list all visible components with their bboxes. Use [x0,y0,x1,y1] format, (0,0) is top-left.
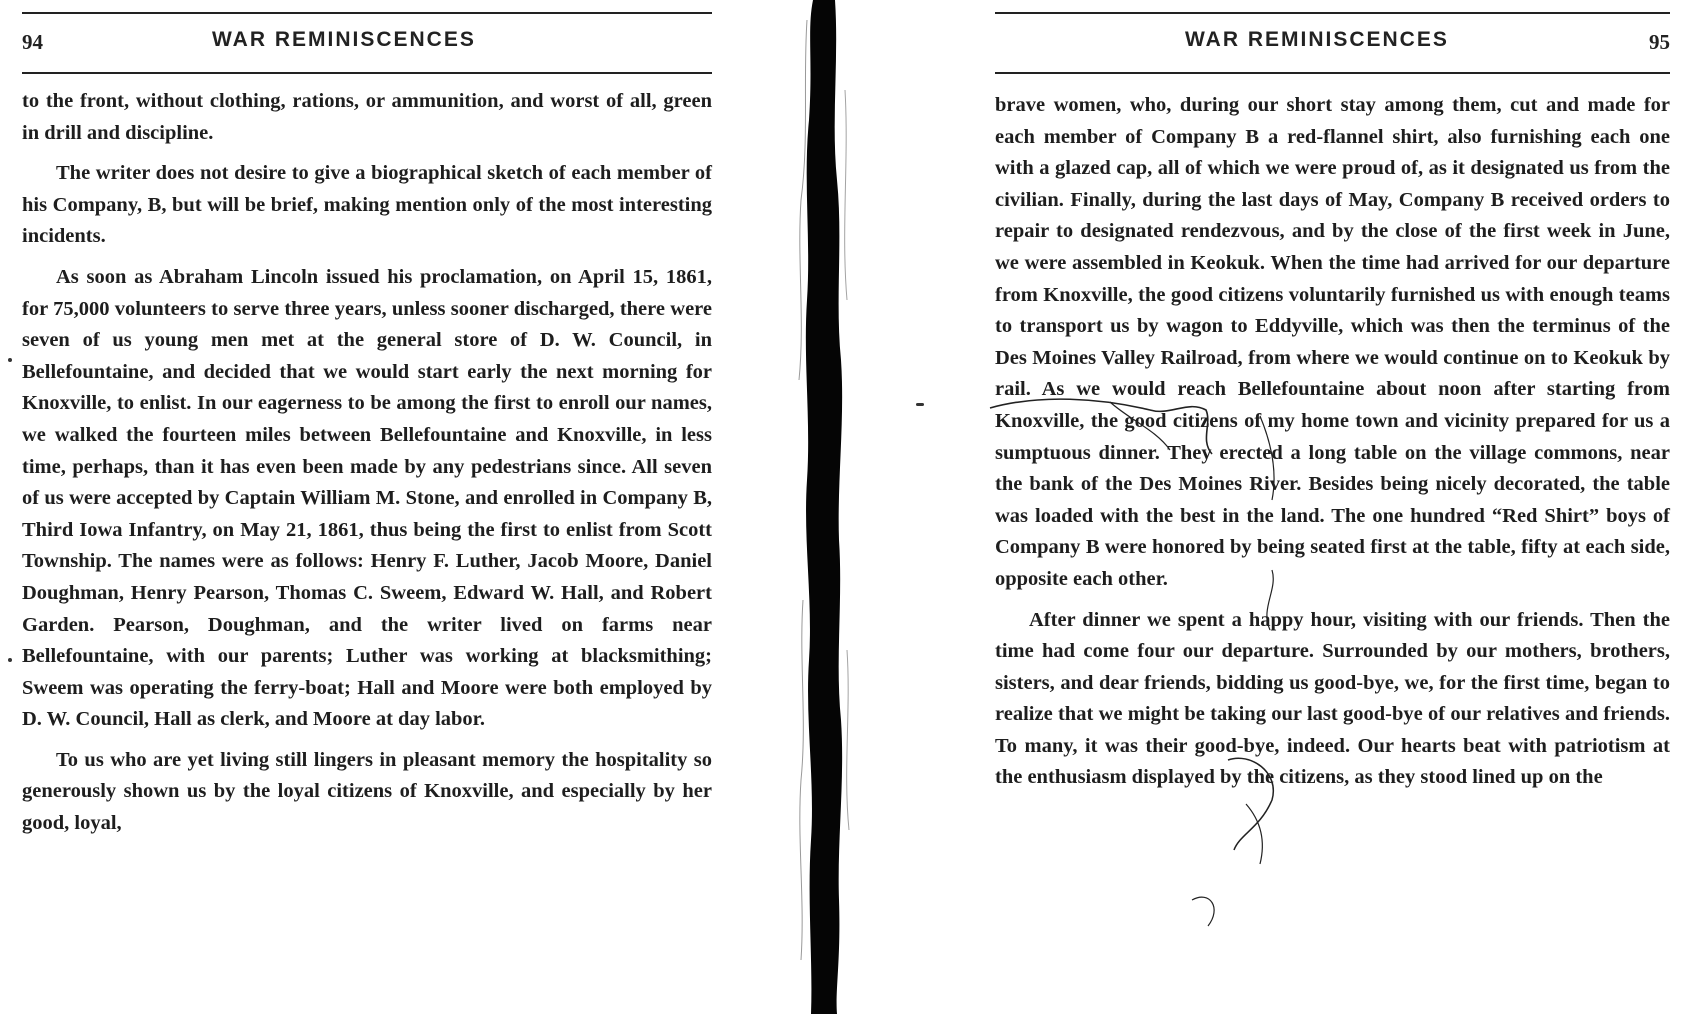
paragraph: As soon as Abraham Lincoln issued his proclamation, on April 15, 1861, for 75,000 volunteers to serve three years, unless sooner discharged, there were seven of us young men met at the general store of D. W. Council, in Bellefountaine, and decided that we would start early the next morning for Knoxville, to enlist. In our eagerness to be among the first to enroll our names, we walked the fourteen miles between Bellefountaine and Knoxville, in less time, perhaps, than it has even been made by any pedestrians since. All seven of us were accepted by Captain William M. Stone, and enrolled in Company B, Third Iowa Infantry, on May 21, 1861, thus being the first to enlist from Scott Township. The names were as follows: Henry F. Luther, Jacob Moore, Daniel Doughman, Henry Pearson, Thomas C. Sweem, Edward W. Hall, and Robert Garden. Pearson, Doughman, and the writer lived on farms near Bellefountaine, with our parents; Luther was working at blacksmithing; Sweem was operating the ferry-boat; Hall and Moore were both employed by D. W. Council, Hall as clerk, and Moore at day labor. [22,265,712,731]
paragraph: to the front, without clothing, rations, or ammunition, and worst of all, green in drill and discipline. [22,90,712,144]
paragraph: After dinner we spent a happy hour, visiting with our friends. Then the time had come four our departure. Surrounded by our mothers, brothers, sisters, and dear friends, bidding us good-bye, we, for the first time, began to realize that we might be taking our last good-bye of our relatives and friends. To many, it was their good-bye, indeed. Our hearts beat with patriotism at the enthusiasm displayed by the citizens, as they stood lined up on the [995,608,1670,789]
header-rule-top [22,12,712,14]
body-text [995,90,1670,794]
running-title: WAR REMINISCENCES [212,28,476,51]
running-head [22,28,712,60]
body-text [22,86,712,840]
book-gutter-shadow [795,0,855,1014]
running-head [995,28,1670,60]
ink-speck [8,358,12,362]
paragraph: The writer does not desire to give a biographical sketch of each member of his Company, B, but will be brief, making mention only of the most interesting incidents. [22,162,712,248]
ink-speck [8,658,12,662]
header-rule-bottom [22,72,712,74]
running-title: WAR REMINISCENCES [1185,28,1449,51]
header-rule-bottom [995,72,1670,74]
ink-speck [916,403,924,406]
paragraph: brave women, who, during our short stay among them, cut and made for each member of Company B a red-flannel shirt, also furnishing each one with a glazed cap, all of which we were proud of, as it designated us from the civilian. Finally, during the last days of May, Company B received orders to repair to designated rendezvous, and by the close of the first week in June, we were assembled in Keokuk. When the time had arrived for our departure from Knoxville, the good citizens voluntarily furnished us with enough teams to transport us by wagon to Eddyville, which was then the terminus of the Des Moines Valley Railroad, from where we would continue on to Keokuk by rail. As we would reach Bellefountaine about noon after starting from Knoxville, the good citizens of my home town and vicinity prepared for us a sumptuous dinner. They erected a long table on the village commons, near the bank of the Des Moines River. Besides being nicely decorated, the table was loaded with the best in the land. The one hundred “Red Shirt” boys of Company B were honored by being seated first at the table, fifty at each side, opposite each other. [995,94,1670,590]
page-number: 95 [1649,30,1670,54]
header-rule-top [995,12,1670,14]
paragraph: To us who are yet living still lingers in pleasant memory the hospitality so generously shown us by the loyal citizens of Knoxville, and especially by her good, loyal, [22,748,712,835]
page-number: 94 [22,30,43,54]
